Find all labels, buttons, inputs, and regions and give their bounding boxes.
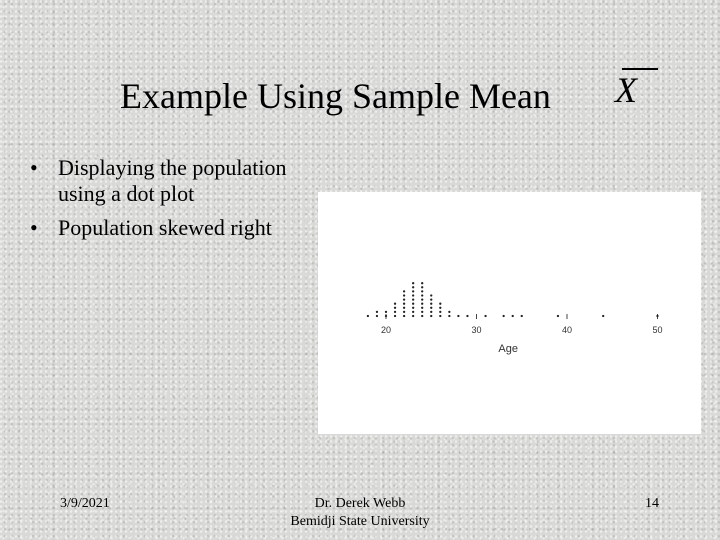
data-dot: [394, 303, 396, 305]
data-dot: [394, 315, 396, 317]
page-number: 14: [645, 496, 659, 511]
data-dot: [439, 311, 441, 313]
data-dot: [367, 315, 369, 317]
data-dot: [412, 307, 414, 309]
data-dot: [656, 315, 658, 317]
x-tick-label: 30: [471, 325, 482, 335]
data-dot: [421, 286, 423, 288]
data-dot: [430, 303, 432, 305]
data-dot: [412, 294, 414, 296]
data-dot: [512, 315, 514, 317]
bullet-text: Population skewed right: [58, 215, 272, 240]
data-dot: [430, 315, 432, 317]
data-dot: [394, 311, 396, 313]
author-institution: Bemidji State University: [290, 514, 430, 529]
data-dot: [439, 303, 441, 305]
data-dot: [421, 282, 423, 284]
x-axis-label: Age: [498, 343, 518, 355]
data-dot: [412, 315, 414, 317]
data-dot: [412, 282, 414, 284]
data-dot: [403, 303, 405, 305]
data-dot: [448, 311, 450, 313]
data-dot: [421, 311, 423, 313]
data-dot: [412, 286, 414, 288]
bullet-marker: •: [30, 155, 38, 180]
author-name: Dr. Derek Webb: [314, 496, 406, 511]
bullet-item: [30, 155, 320, 207]
data-dot: [430, 294, 432, 296]
data-dot: [521, 315, 523, 317]
data-dot: [439, 315, 441, 317]
data-dot: [503, 315, 505, 317]
x-tick-label: 20: [380, 325, 392, 335]
data-dot: [394, 307, 396, 309]
data-dot: [412, 311, 414, 313]
data-dot: [602, 315, 604, 317]
data-dot: [421, 294, 423, 296]
data-dot: [484, 315, 486, 317]
data-dot: [430, 307, 432, 309]
x-bar-symbol: [612, 64, 664, 114]
data-dot: [403, 315, 405, 317]
data-dot: [457, 315, 459, 317]
data-dot: [439, 307, 441, 309]
x-symbol: X: [615, 70, 637, 110]
data-dot: [430, 298, 432, 300]
bullet-marker: •: [30, 215, 38, 240]
data-dot: [412, 303, 414, 305]
dot-plot: [318, 192, 701, 434]
footer-author: [260, 495, 460, 531]
dot-plot-svg: [318, 192, 701, 434]
data-dot: [421, 298, 423, 300]
bullet-item: [30, 215, 320, 241]
bullet-text: Displaying the population using a dot plot: [58, 155, 287, 206]
data-dot: [403, 294, 405, 296]
data-dot: [376, 315, 378, 317]
data-dot: [421, 290, 423, 292]
slide-title: Example Using Sample Mean: [120, 76, 551, 116]
x-tick-label: 50: [652, 325, 663, 335]
data-dot: [421, 303, 423, 305]
data-dot: [385, 311, 387, 313]
bullet-list: [30, 155, 320, 249]
data-dot: [403, 298, 405, 300]
data-dot: [385, 315, 387, 317]
x-tick-label: 40: [561, 325, 573, 335]
footer-date: 3/9/2021: [60, 496, 110, 511]
data-dot: [376, 311, 378, 313]
data-dot: [421, 307, 423, 309]
data-dot: [412, 290, 414, 292]
data-dot: [403, 307, 405, 309]
data-dot: [421, 315, 423, 317]
data-dot: [430, 311, 432, 313]
data-dot: [412, 298, 414, 300]
data-dot: [557, 315, 559, 317]
data-dot: [403, 290, 405, 292]
data-dot: [448, 315, 450, 317]
data-dot: [403, 311, 405, 313]
data-dot: [466, 315, 468, 317]
